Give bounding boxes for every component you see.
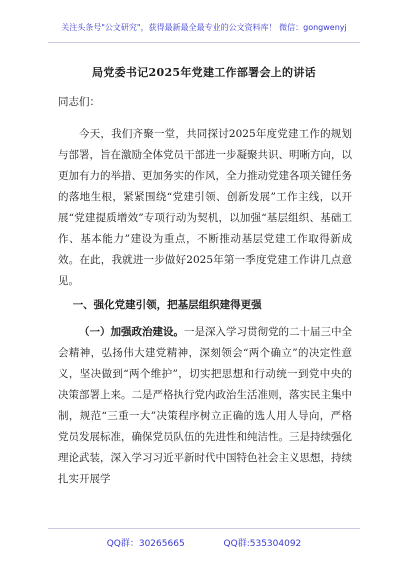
footer bbox=[0, 536, 408, 549]
subsection-text: 一是深入学习贯彻党的二十届三中全会精神，弘扬伟大建党精神，深刻领会“两个确立”的决定性意义，坚决做到“两个维护”，切实把思想和行动统一到党中央的决策部署上来。二是严格执行党内政治生活准则，落实民主集中制，规范“三重一大”决策程序树立正确的选人用人导向，严格党员发展标准，确保党员队伍的先进性和纯洁性。三是持续强化理论武装，深入学习习近平新时代中国特色社会主义思想，持续扎实开展学 bbox=[58, 326, 352, 485]
footer-qq-group-1: QQ群：30265665 bbox=[106, 539, 185, 549]
header-notice: 关注头条号"公文研究"，获得最新最全最专业的公文资料库！ 微信：gongwenyj bbox=[61, 23, 347, 32]
document-body bbox=[58, 92, 352, 490]
footer-qq-group-2: QQ群:535304092 bbox=[223, 539, 302, 549]
subsection-paragraph bbox=[58, 322, 352, 490]
subsection-heading: （一）加强政治建设。 bbox=[79, 326, 184, 338]
footer-divider bbox=[48, 528, 360, 529]
document-title: 局党委书记2025年党建工作部署会上的讲话 bbox=[92, 66, 316, 79]
header-divider bbox=[48, 42, 360, 43]
intro-paragraph: 今天，我们齐聚一堂，共同探讨2025年度党建工作的规划与部署，旨在激励全体党员干部进一步凝聚共识、明晰方向，以更加有力的举措、更加务实的作风，全力推动党建各项关键任务的落地生根，紧紧围绕“党建引领、创新发展”工作主线，以开展“党建提质增效”专项行动为契机，以加强“基层组织、基础工作、基本能力”建设为重点，不断推动基层党建工作取得新成效。在此，我就进一步做好2025年第一季度党建工作讲几点意见。 bbox=[58, 128, 352, 287]
section-heading: 一、强化党建引领，把基层组织建得更强 bbox=[72, 299, 262, 311]
salutation: 同志们： bbox=[58, 96, 100, 108]
